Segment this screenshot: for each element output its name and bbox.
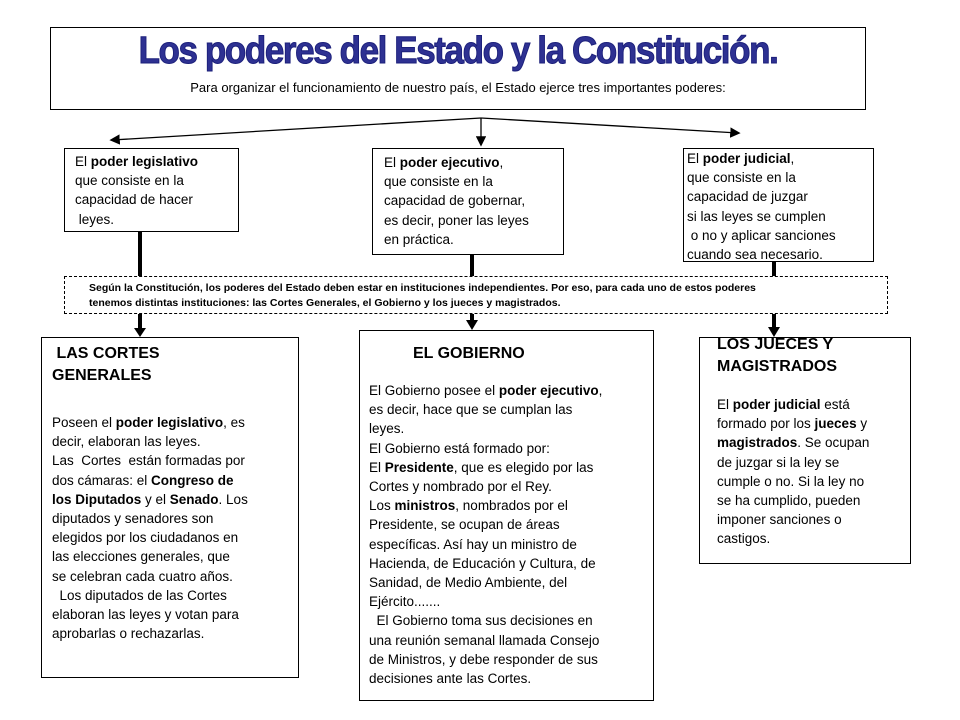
text-line (52, 413, 298, 432)
text-segment: que consiste en la (384, 174, 493, 190)
text-line (75, 171, 238, 190)
text-line (369, 669, 653, 688)
text-segment: El Gobierno toma sus decisiones en (369, 613, 593, 629)
text-segment: , es (223, 415, 245, 430)
text-segment: decir, elaboran las leyes. (52, 434, 201, 450)
text-line (52, 471, 298, 490)
text-segment: leyes. (369, 421, 405, 437)
text-line (52, 528, 298, 547)
text-line (369, 573, 653, 592)
text-line (384, 211, 563, 230)
text-line (717, 414, 910, 433)
gobierno-body (369, 381, 653, 688)
text-segment: se ha cumplido, pueden (717, 493, 861, 509)
text-line (369, 535, 653, 554)
text-segment: es decir, hace que se cumplan las (369, 402, 573, 418)
text-segment: si las leyes se cumplen (687, 208, 826, 224)
text-line (75, 210, 238, 229)
bold-term: Congreso de (151, 472, 234, 488)
text-segment: El (687, 151, 703, 166)
bold-term: poder legislativo (115, 415, 224, 430)
text-line (75, 190, 238, 209)
text-segment: , que es elegido por las (453, 459, 594, 475)
bold-term: poder judicial (702, 151, 791, 166)
gobierno-heading: EL GOBIERNO (413, 345, 525, 362)
text-line (687, 187, 873, 206)
text-segment: Sanidad, de Medio Ambiente, del (369, 575, 568, 591)
text-line (384, 230, 563, 249)
text-line (384, 172, 563, 191)
bold-term: Senado (169, 491, 219, 507)
power-legislative-box (64, 148, 239, 232)
cortes-generales-box (41, 337, 299, 678)
text-line (717, 529, 910, 548)
text-segment: en práctica. (384, 231, 454, 247)
text-line (52, 624, 298, 643)
text-line (369, 554, 653, 573)
bold-term: magistrados (717, 435, 798, 451)
text-segment: El (384, 155, 400, 170)
text-segment: Presidente, se ocupan de áreas (369, 517, 560, 533)
text-segment: decisiones ante las Cortes. (369, 671, 532, 687)
bold-term: los Diputados (52, 491, 142, 507)
text-line (369, 611, 653, 630)
text-line (369, 458, 653, 477)
text-segment: El Gobierno posee el (369, 383, 499, 398)
text-segment: El (369, 459, 385, 475)
text-line (52, 547, 298, 566)
text-line (369, 400, 653, 419)
text-line (717, 433, 910, 452)
text-line (369, 650, 653, 669)
text-segment: cumple o no. Si la ley no (717, 473, 865, 489)
text-line (384, 191, 563, 210)
text-segment: las elecciones generales, que (52, 549, 230, 565)
text-line (687, 168, 873, 187)
text-line (52, 509, 298, 528)
bold-term: ministros (394, 498, 456, 514)
text-segment: elegidos por los ciudadanos en (52, 530, 239, 546)
bold-term: poder judicial (732, 397, 821, 412)
text-line (717, 510, 910, 529)
text-segment: o no y aplicar sanciones (687, 227, 836, 243)
text-line (369, 477, 653, 496)
text-segment: se celebran cada cuatro años. (52, 568, 233, 584)
jueces-box (699, 337, 911, 564)
text-segment: específicas. Así hay un ministro de (369, 536, 577, 552)
bold-term: Presidente (384, 459, 454, 475)
text-line (384, 153, 563, 172)
text-segment: de juzgar si la ley se (717, 454, 840, 470)
text-segment: castigos. (717, 531, 771, 547)
text-line (369, 419, 653, 438)
text-line (687, 245, 873, 264)
subtitle: Para organizar el funcionamiento de nuestro país, el Estado ejerce tres importantes poderes: (190, 80, 726, 95)
text-line (369, 592, 653, 611)
text-segment: formado por los (717, 416, 815, 432)
bold-term: poder ejecutivo (399, 155, 500, 170)
text-line (717, 472, 910, 491)
text-line (369, 496, 653, 515)
constitution-note (64, 276, 888, 314)
power-judicial-box (683, 148, 874, 262)
text-segment: Las Cortes están formadas por (52, 453, 245, 469)
text-line (369, 439, 653, 458)
text-segment: , (499, 155, 504, 170)
text-line (52, 586, 298, 605)
title-box (50, 27, 866, 110)
text-segment: El (717, 397, 733, 412)
text-segment: imponer sanciones o (717, 512, 842, 528)
text-segment: Poseen el (52, 415, 116, 430)
text-segment: y el (141, 491, 170, 507)
text-segment: leyes. (75, 211, 115, 227)
text-segment: El Gobierno está formado por: (369, 440, 550, 456)
text-segment: que consiste en la (75, 173, 184, 189)
text-segment: capacidad de juzgar (687, 189, 808, 205)
text-segment: El (75, 154, 91, 169)
text-segment: está (820, 397, 850, 412)
text-segment: diputados y senadores son (52, 511, 214, 527)
text-segment: y (856, 416, 868, 432)
text-line (52, 451, 298, 470)
arrow-to-legislative (112, 118, 481, 140)
text-line (687, 207, 873, 226)
text-line (687, 149, 873, 168)
text-segment: dos cámaras: el (52, 472, 152, 488)
text-segment: , (598, 383, 603, 398)
text-line (369, 515, 653, 534)
text-segment: Los diputados de las Cortes (52, 587, 227, 603)
text-line (52, 605, 298, 624)
text-segment: . Se ocupan (797, 435, 870, 451)
cortes-heading-2: GENERALES (52, 367, 152, 384)
text-segment: Los (369, 498, 395, 514)
text-line (717, 395, 910, 414)
text-segment: , nombrados por el (455, 498, 568, 514)
text-line (369, 631, 653, 650)
bold-term: poder legislativo (90, 154, 199, 169)
text-segment: de Ministros, y debe responder de sus (369, 651, 598, 667)
jueces-heading-1: LOS JUECES Y (717, 336, 834, 353)
bold-term: jueces (814, 416, 857, 432)
text-segment: cuando sea necesario. (687, 247, 823, 263)
text-line (52, 490, 298, 509)
text-line (52, 567, 298, 586)
jueces-heading-2: MAGISTRADOS (717, 358, 837, 375)
text-segment: Cortes y nombrado por el Rey. (369, 479, 552, 495)
text-segment: capacidad de gobernar, (384, 193, 526, 209)
text-segment: capacidad de hacer (75, 192, 193, 208)
text-segment: . Los (218, 491, 248, 507)
text-segment: es decir, poner las leyes (384, 212, 529, 228)
text-line (52, 432, 298, 451)
text-line (75, 152, 238, 171)
jueces-body (717, 395, 910, 549)
cortes-body (52, 413, 298, 643)
text-segment: Hacienda, de Educación y Cultura, de (369, 555, 596, 571)
text-segment: elaboran las leyes y votan para (52, 607, 239, 623)
text-segment: , (790, 151, 795, 166)
text-line (717, 491, 910, 510)
cortes-heading-1: LAS CORTES (52, 345, 160, 362)
text-segment: una reunión semanal llamada Consejo (369, 632, 600, 648)
text-line (687, 226, 873, 245)
gobierno-box (359, 330, 654, 701)
power-executive-box (372, 148, 564, 255)
text-line (369, 381, 653, 400)
text-segment: Ejército....... (369, 594, 441, 610)
text-line (717, 453, 910, 472)
bold-term: poder ejecutivo (498, 383, 599, 398)
page-title: Los poderes del Estado y la Constitución. (138, 30, 778, 72)
text-segment: aprobarlas o rechazarlas. (52, 626, 205, 642)
constitution-line-2: tenemos distintas instituciones: las Cortes Generales, el Gobierno y los jueces y magistrados. (89, 297, 561, 309)
text-segment: que consiste en la (687, 170, 796, 186)
arrow-to-judicial (481, 118, 738, 133)
constitution-line-1: Según la Constitución, los poderes del Estado deben estar en instituciones independientes. Por eso, para cada uno de estos poderes (89, 282, 756, 294)
